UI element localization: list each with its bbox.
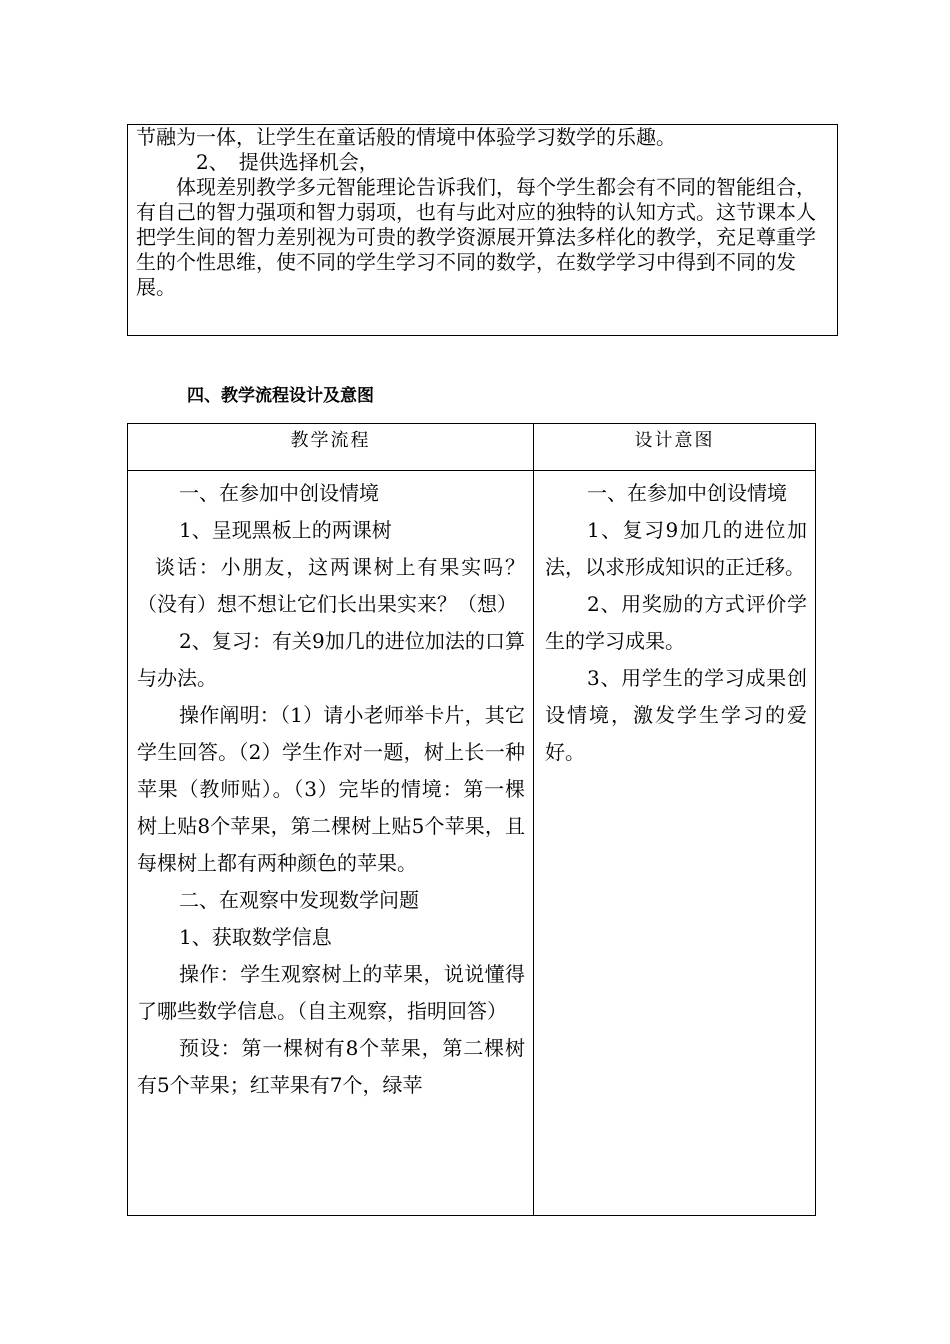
flow-heading-2: 二、在观察中发现数学问题 xyxy=(179,888,419,912)
table-body-row xyxy=(128,471,816,1216)
flow-item-1: 1、呈现黑板上的两课树 xyxy=(179,518,392,542)
intent-item-3: 3、用学生的学习成果创设情境，激发学生学习的爱好。 xyxy=(545,666,807,764)
summary-box xyxy=(127,124,838,336)
section-title: 四、教学流程设计及意图 xyxy=(187,386,374,406)
teaching-flow-cell xyxy=(128,471,534,1216)
box-line-1: 节融为一体，让学生在童话般的情境中体验学习数学的乐趣。 xyxy=(136,125,676,149)
flow-preset: 预设：第一棵树有8个苹果，第二棵树有5个苹果；红苹果有7个，绿苹 xyxy=(137,1036,525,1097)
flow-item-2: 2、复习：有关9加几的进位加法的口算与办法。 xyxy=(137,629,525,690)
flow-observe: 操作：学生观察树上的苹果，说说懂得了哪些数学信息。（自主观察，指明回答） xyxy=(137,962,525,1023)
teaching-flow-table xyxy=(127,423,816,1216)
flow-dialogue: 谈话：小朋友，这两课树上有果实吗？（没有）想不想让它们长出果实来？（想） xyxy=(137,555,525,616)
intent-item-2: 2、用奖励的方式评价学生的学习成果。 xyxy=(545,592,807,653)
header-design-intent: 设计意图 xyxy=(534,424,816,471)
box-paragraph: 体现差别教学多元智能理论告诉我们，每个学生都会有不同的智能组合，有自己的智力强项和智力弱项，也有与此对应的独特的认知方式。这节课本人把学生间的智力差别视为可贵的教学资源展开算法多样化的教学，充足尊重学生的个性思维，使不同的学生学习不同的数学，在数学学习中得到不同的发展。 xyxy=(136,175,816,299)
flow-heading-1: 一、在参加中创设情境 xyxy=(179,481,379,505)
header-teaching-flow: 教学流程 xyxy=(128,424,534,471)
table-header-row xyxy=(128,424,816,471)
box-item-2: 2、 提供选择机会， xyxy=(196,150,379,174)
intent-heading-1: 一、在参加中创设情境 xyxy=(587,481,787,505)
design-intent-cell xyxy=(534,471,816,1216)
intent-item-1: 1、复习9加几的进位加法，以求形成知识的正迁移。 xyxy=(545,518,807,579)
flow-operation: 操作阐明：（1）请小老师举卡片，其它学生回答。（2）学生作对一题，树上长一种苹果（教师贴）。（3）完毕的情境：第一棵树上贴8个苹果，第二棵树上贴5个苹果，且每棵树上都有两种颜色的苹果。 xyxy=(137,703,525,875)
flow-item-3: 1、获取数学信息 xyxy=(179,925,332,949)
